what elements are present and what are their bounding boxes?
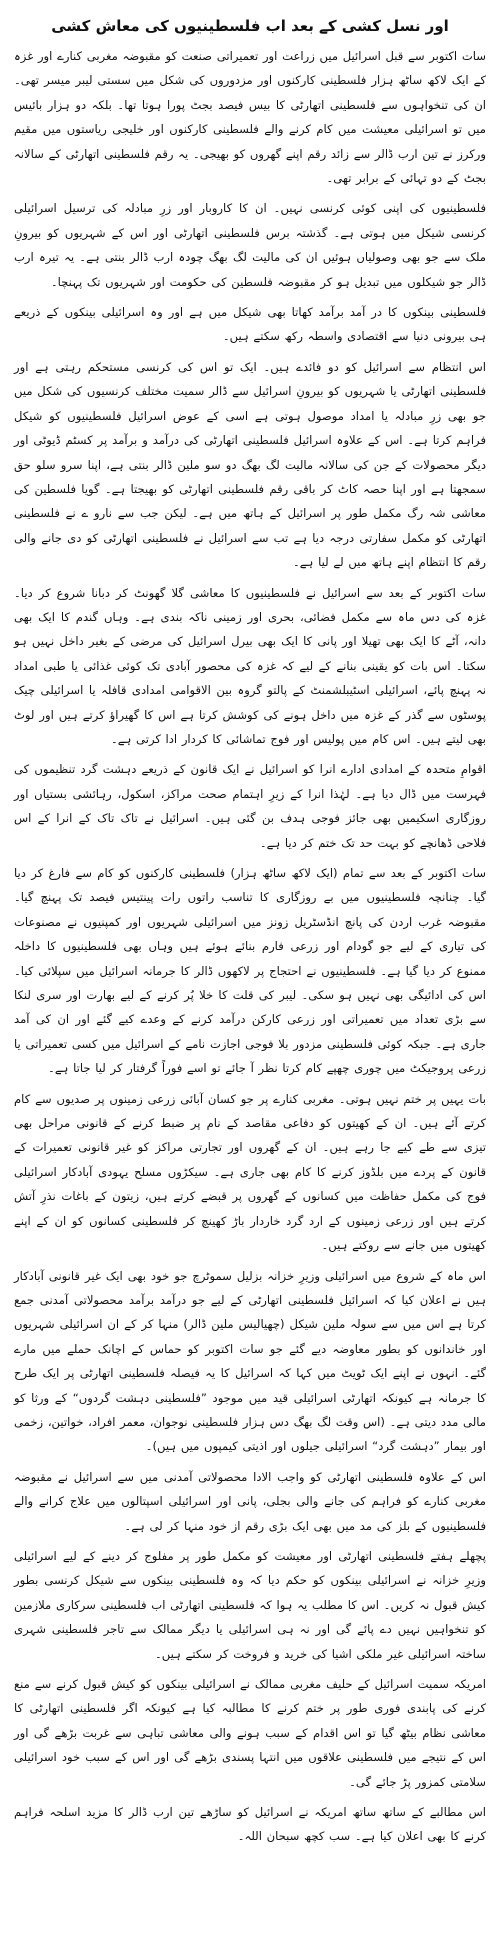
paragraph-4: اس انتظام سے اسرائیل کو دو فائدے ہیں۔ ایک تو اس کی کرنسی مستحکم رہتی ہے اور فلسطینی اتھارٹی یا شہریوں کو بیرونِ اسرائیل سے ڈالر سمیت مختلف کرنسیوں کی شکل میں جو بھی زرِ مبادلہ یا امداد موصول ہوتی ہے اسی کے عوض اسرائیل فلسطینیوں کو شیکل فراہم کرتا ہے۔ اس کے علاوہ اسرائیل فلسطینی اتھارٹی کی درآمد و برآمد پر کسٹم ڈیوٹی اور دیگر محصولات کے جن کی سالانہ مالیت لگ بھگ دو سو ملین ڈالر بنتی ہے، اپنا سرو سلو حق سمجھتا ہے اور اپنا حصہ کاٹ کر باقی رقم فلسطینی اتھارٹی کو بھیجتا ہے۔ گویا فلسطین کی معاشی شہ رگ مکمل طور پر اسرائیل کے ہاتھ میں ہے۔ لیکن جب سے نارو ے نے فلسطینی اتھارٹی کو مکمل سفارتی درجہ دیا ہے تب سے اسرائیل نے فلسطینی اتھارٹی کو دی جانے والی رقم کا انتظام اپنے ہاتھ میں لے لیا ہے۔ (14, 359, 486, 570)
paragraph-11: پچھلے ہفتے فلسطینی اتھارٹی اور معیشت کو مکمل طور پر مفلوج کر دینے کے لیے اسرائیلی وزیرِ خزانہ نے اسرائیلی بینکوں کو حکم دیا کہ وہ فلسطینی بینکوں سے شیکل کرنسی بطور کیش قبول نہ کریں۔ اس کا مطلب یہ ہوا کہ فلسطینی اتھارٹی اب فلسطینی سرکاری ملازمین کو تنخواہیں نہیں دے پائے گی اور نہ ہی اسرائیلی یا دیگر ممالک سے تاجر فلسطینی شہری ساختہ اسرائیلی غیر ملکی اشیا کی خرید و فروخت کر سکتے ہیں۔ (14, 1548, 486, 1661)
paragraph-9: اس ماہ کے شروع میں اسرائیلی وزیرِ خزانہ بزلیل سموٹرچ جو خود بھی ایک غیر قانونی آبادکار ہیں نے اعلان کیا کہ اسرائیل فلسطینی اتھارٹی کے لیے جو درآمد برآمد محصولاتی آمدنی جمع کرتا ہے اس میں سے سولہ ملین شیکل (چھیالیس ملین ڈالر) منہا کر کے ان اسرائیلی شہریوں اور خاندانوں کو بطور معاوضہ دیے گئے جو سات اکتوبر کو حماس کے اچانک حملے میں مارے گئے۔ انہوں نے اپنے ایک ٹویٹ میں کہا کہ اسرائیل کا یہ فیصلہ فلسطینی اتھارٹی پر ایک طرح کا جرمانہ ہے کیونکہ اتھارٹی اسرائیلی قید میں موجود ”فلسطینی دہشت گردوں“ کے ورثا کو مالی مدد دیتی ہے۔ (اس وقت لگ بھگ دس ہزار فلسطینی نوجوان، معمر افراد، خواتین، زخمی اور بیمار ”دہشت گرد“ اسرائیلی جیلوں اور اذیتی کیمپوں میں ہیں)۔ (14, 1268, 486, 1454)
paragraph-8: بات یہیں پر ختم نہیں ہوتی۔ مغربی کنارے پر جو کسان آبائی زرعی زمینوں پر صدیوں سے کام کرتے آئے ہیں۔ ان کے کھیتوں کو دفاعی مقاصد کے نام پر ضبط کرنے کے قانونی مراحل بھی تیزی سے طے کیے جا رہے ہیں۔ ان کے گھروں اور تجارتی مراکز کو غیر قانونی تعمیرات کے قانون کے پردے میں بلڈوز کرنے کا کام بھی جاری ہے۔ سیکڑوں مسلح یہودی آبادکار اسرائیلی فوج کی مکمل حفاظت میں کسانوں کے گھروں پر قبضے کرتے ہیں، زیتون کے باغات نذرِ آتش کرتے ہیں اور زرعی زمینوں کے ارد گرد خاردار باڑ کھینچ کر فلسطینی کسانوں کو ان کے اپنے کھیتوں میں جانے سے روکتے ہیں۔ (14, 1091, 486, 1253)
paragraph-1: سات اکتوبر سے قبل اسرائیل میں زراعت اور تعمیراتی صنعت کو مقبوضہ مغربی کنارے اور غزہ کے ایک لاکھ ساٹھ ہزار فلسطینی کارکنوں اور مزدوروں کی شکل میں سستی لیبر میسر تھی۔ ان کی تنخواہوں سے فلسطینی اتھارٹی کا بیس فیصد بجٹ پورا ہوتا تھا۔ بلکہ دو ہزار بائیس میں تو اسرائیلی معیشت میں کام کرنے والے فلسطینی کارکنوں اور خلیجی ریاستوں میں مقیم ورکرز نے تین ارب ڈالر سے زائد رقم اپنے گھروں کو بھیجی۔ یہ رقم فلسطینی اتھارٹی کے سالانہ بجٹ کے دو تہائی کے برابر تھی۔ (14, 49, 486, 186)
paragraph-7: سات اکتوبر کے بعد سے تمام (ایک لاکھ ساٹھ ہزار) فلسطینی کارکنوں کو کام سے فارغ کر دیا گیا۔ چنانچہ فلسطینیوں میں بے روزگاری کا تناسب راتوں رات پینتیس فیصد تک پہنچ گیا۔ مقبوضہ غرب اردن کی پانچ انڈسٹریل زونز میں اسرائیلی شہریوں اور کمپنیوں نے مصنوعات کی تیاری کے لیے جو گودام اور زرعی فارم بنائے ہوئے ہیں وہاں بھی فلسطینیوں کا داخلہ ممنوع کر دیا گیا ہے۔ فلسطینیوں نے احتجاج پر لاکھوں ڈالر کا جرمانہ اسرائیل میں سپلائی کیا۔ اس کی ادائیگی بھی نہیں ہو سکی۔ لیبر کی قلت کا خلا پُر کرنے کے لیے بھارت اور سری لنکا سے بڑی تعداد میں تعمیراتی اور زرعی کارکن درآمد کرنے کے وعدے کیے گئے اور ان کی آمد جاری ہے۔ جبکہ کوئی فلسطینی مزدور بلا فوجی اجازت نامے کے اسرائیل میں کسی تعمیراتی یا زرعی پروجیکٹ میں چوری چھپے کام کرتا نظر آ جائے تو اسے فوراً گرفتار کر لیا جاتا ہے۔ (14, 866, 486, 1076)
paragraph-13: اس مطالبے کے ساتھ ساتھ امریکہ نے اسرائیل کو ساڑھے تین ارب ڈالر کا مزید اسلحہ فراہم کرنے کا بھی اعلان کیا ہے۔ سب کچھ سبحان اللہ۔ (14, 1805, 486, 1844)
article-title: اور نسل کشی کے بعد اب فلسطینیوں کی معاش کشی (51, 17, 449, 35)
paragraph-2: فلسطینیوں کی اپنی کوئی کرنسی نہیں۔ ان کا کاروبار اور زرِ مبادلہ کی ترسیل اسرائیلی کرنسی شیکل میں ہوتی ہے۔ گذشتہ برس فلسطینی اتھارٹی اور اس کے شہریوں کو بیرونِ ملک سے جو بھی وصولیاں ہوئیں ان کی مالیت لگ بھگ چودہ ارب ڈالر بنتی ہے۔ یہ تیرہ ارب ڈالر جو شیکلوں میں تبدیل ہو کر مقبوضہ فلسطین کی حکومت اور شہریوں تک پہنچا۔ (14, 201, 486, 289)
paragraph-12: امریکہ سمیت اسرائیل کے حلیف مغربی ممالک نے اسرائیلی بینکوں کو کیش قبول کرنے سے منع کرنے کی پابندی فوری طور پر ختم کرنے کا مطالبہ کیا ہے کیونکہ اگر فلسطینی اتھارٹی کا معاشی نظام بیٹھ گیا تو اس اقدام کے سبب ہونے والی معاشی تباہی سے غربت بڑھے گی اور اس کے نتیجے میں فلسطینی علاقوں میں انتہا پسندی بڑھے گی اور اس کے سبب خود اسرائیلی سلامتی کمزور پڑ جائے گی۔ (14, 1677, 486, 1789)
paragraph-6: اقوامِ متحدہ کے امدادی ادارے انرا کو اسرائیل نے ایک قانون کے ذریعے دہشت گرد تنظیموں کی فہرست میں ڈال دیا ہے۔ لہٰذا انرا کے زیرِ اہتمام صحت مراکز، اسکول، رہائشی بستیاں اور روزگاری اسکیمیں بھی جائز فوجی ہدف بن گئی ہیں۔ اسرائیل نے تاک تاک کے انرا کے اس فلاحی ڈھانچے کو بہت حد تک ختم کر دیا ہے۔ (14, 762, 486, 850)
paragraph-5: سات اکتوبر کے بعد سے اسرائیل نے فلسطینیوں کا معاشی گلا گھونٹ کر دبانا شروع کر دیا۔ غزہ کی دس ماہ سے مکمل فضائی، بحری اور زمینی ناکہ بندی ہے۔ وہاں گندم کا ایک بھی دانہ، آٹے کا ایک بھی تھیلا اور پانی کا ایک بھی بیرل اسرائیل کی مرضی کے بغیر داخل نہیں ہو سکتا۔ اس بات کو یقینی بنانے کے لیے کہ غزہ کی محصور آبادی تک کوئی غذائی یا طبی امداد نہ پہنچ پائے، اسرائیلی اسٹیبلشمنٹ کے پالتو گروہ بین الاقوامی امدادی قافلہ یا اسرائیلی چیک پوسٹوں سے گذر کے غزہ میں داخل ہونے کی کوشش کرتا ہے اس کا گھیراؤ کرتے ہیں اور لوٹ بھی لیتے ہیں۔ اس کام میں پولیس اور فوج تماشائی کا کردار ادا کرتی ہے۔ (14, 585, 486, 746)
paragraph-10: اس کے علاوہ فلسطینی اتھارٹی کو واجب الادا محصولاتی آمدنی میں سے اسرائیل نے مقبوضہ مغربی کنارے کو فراہم کی جانے والی بجلی، پانی اور اسرائیلی اسپتالوں میں علاج کرانے والے فلسطینیوں کے بلز کی مد میں بھی ایک بڑی رقم از خود منہا کر لی ہے۔ (14, 1469, 486, 1533)
paragraph-3: فلسطینی بینکوں کا در آمد برآمد کھاتا بھی شیکل میں ہے اور وہ اسرائیلی بینکوں کے ذریعے ہی بیرونی دنیا سے اقتصادی واسطہ رکھ سکتے ہیں۔ (14, 305, 486, 344)
